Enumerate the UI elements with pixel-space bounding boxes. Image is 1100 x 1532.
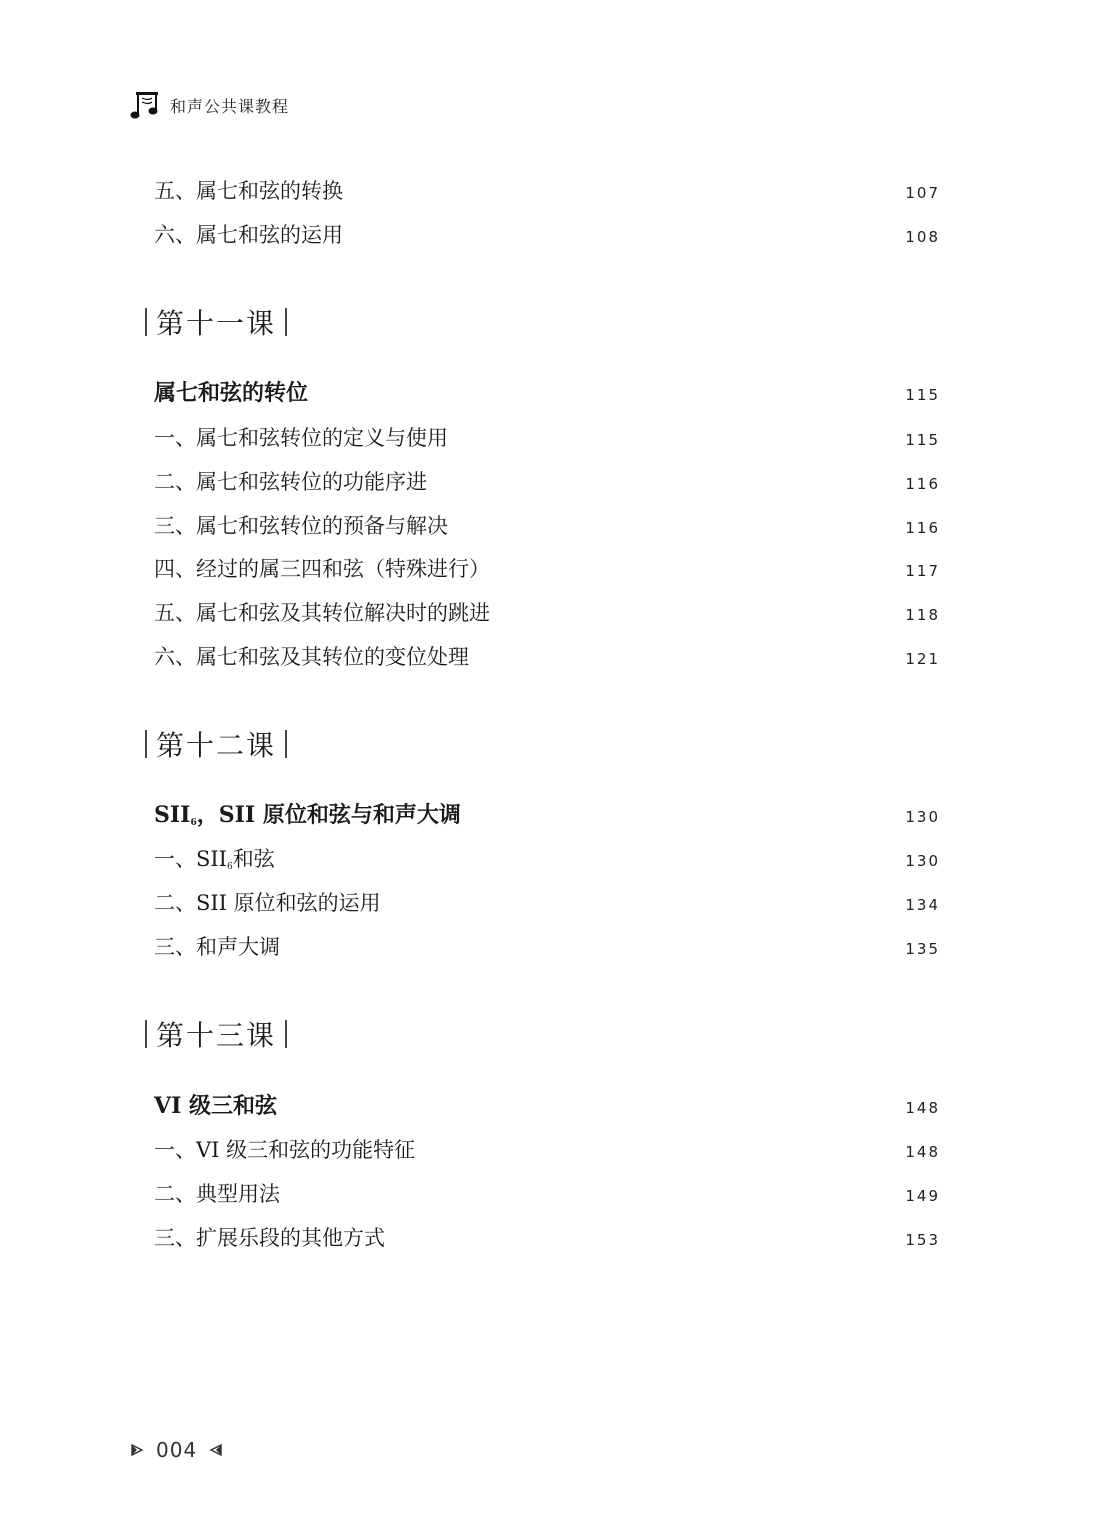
entry-label: 三、属七和弦转位的预备与解决 (154, 514, 448, 538)
toc-entry[interactable] (154, 1222, 940, 1252)
divider (145, 308, 147, 336)
lesson-heading-13 (145, 1014, 296, 1054)
divider (145, 1020, 147, 1048)
lesson-heading-12 (145, 724, 296, 764)
divider (285, 308, 287, 336)
chapter-page: 130 (905, 808, 940, 826)
lesson-title: 第十一课 (156, 307, 277, 340)
page-footer (130, 1438, 223, 1462)
entry-label: 六、属七和弦的运用 (154, 223, 343, 247)
entry-page: 108 (905, 228, 940, 246)
entry-label: 一、属七和弦转位的定义与使用 (154, 426, 448, 450)
entry-label: 五、属七和弦的转换 (154, 179, 343, 203)
toc-entry[interactable] (154, 887, 940, 917)
divider (145, 730, 147, 758)
triangle-right-icon (130, 1443, 144, 1457)
page-number: 004 (156, 1438, 198, 1462)
entry-page: 135 (905, 940, 940, 958)
toc-entry[interactable] (154, 931, 940, 961)
running-header (130, 88, 289, 122)
toc-entry[interactable] (154, 843, 940, 873)
music-note-icon (130, 88, 162, 122)
book-title: 和声公共课教程 (170, 96, 290, 116)
lesson-title: 第十二课 (156, 729, 277, 762)
chapter-label: 属七和弦的转位 (154, 380, 309, 406)
toc-entry[interactable] (154, 175, 940, 205)
entry-label: 二、SII 原位和弦的运用 (154, 891, 381, 915)
toc-entry[interactable] (154, 553, 940, 583)
entry-page: 116 (905, 475, 940, 493)
entry-label: 四、经过的属三四和弦（特殊进行） (154, 557, 490, 581)
entry-label: 五、属七和弦及其转位解决时的跳进 (154, 601, 490, 625)
toc-entry[interactable] (154, 422, 940, 452)
entry-label: 六、属七和弦及其转位的变位处理 (154, 645, 469, 669)
chapter-label: $SII_6$，SII 原位和弦与和声大调 (154, 802, 461, 828)
toc-entry[interactable] (154, 1134, 940, 1164)
entry-label: 一、$SII_6$和弦 (154, 847, 275, 872)
toc-entry[interactable] (154, 1178, 940, 1208)
toc-chapter[interactable] (154, 376, 940, 407)
lesson-heading-11 (145, 302, 296, 342)
entry-page: 117 (905, 562, 940, 580)
toc-entry[interactable] (154, 510, 940, 540)
entry-page: 130 (905, 852, 940, 870)
lesson-title: 第十三课 (156, 1019, 277, 1052)
toc-entry[interactable] (154, 466, 940, 496)
triangle-left-icon (209, 1443, 223, 1457)
toc-chapter[interactable] (154, 1089, 940, 1120)
entry-page: 148 (905, 1143, 940, 1161)
entry-label: 二、属七和弦转位的功能序进 (154, 470, 427, 494)
toc-entry[interactable] (154, 641, 940, 671)
divider (285, 1020, 287, 1048)
chapter-label: VI 级三和弦 (154, 1093, 278, 1119)
entry-page: 149 (905, 1187, 940, 1205)
toc-entry[interactable] (154, 597, 940, 627)
entry-page: 107 (905, 184, 940, 202)
toc-entry[interactable] (154, 219, 940, 249)
chapter-page: 115 (905, 386, 940, 404)
chapter-page: 148 (905, 1099, 940, 1117)
toc-chapter[interactable] (154, 798, 940, 829)
entry-page: 153 (905, 1231, 940, 1249)
entry-label: 三、和声大调 (154, 935, 280, 959)
divider (285, 730, 287, 758)
entry-page: 121 (905, 650, 940, 668)
entry-page: 118 (905, 606, 940, 624)
entry-page: 134 (905, 896, 940, 914)
entry-label: 二、典型用法 (154, 1182, 280, 1206)
entry-label: 三、扩展乐段的其他方式 (154, 1226, 385, 1250)
entry-label: 一、VI 级三和弦的功能特征 (154, 1138, 416, 1162)
entry-page: 115 (905, 431, 940, 449)
entry-page: 116 (905, 519, 940, 537)
